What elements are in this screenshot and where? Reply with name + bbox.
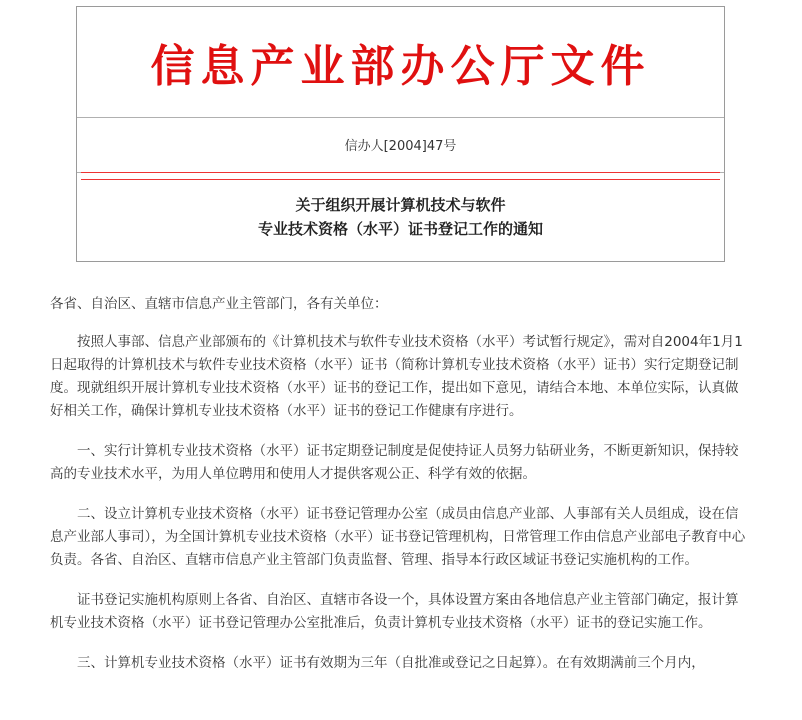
body-paragraph: 一、实行计算机专业技术资格（水平）证书定期登记制度是促使持证人员努力钻研业务，不断更新知识，保持较高的专业技术水平，为用人单位聘用和使用人才提供客观公正、科学有效的依据。 [50,443,739,482]
document-header [76,6,725,262]
notice-title-line-2: 专业技术资格（水平）证书登记工作的通知 [257,220,543,238]
letterhead-banner [77,7,724,118]
body-paragraph: 按照人事部、信息产业部颁布的《计算机技术与软件专业技术资格（水平）考试暂行规定》，需对自2004年1月1日起取得的计算机技术与软件专业技术资格（水平）证书（简称计算机专业技术资格（水平）证书）实行定期登记制度。现就组织开展计算机专业技术资格（水平）证书的登记工作，提出如下意见，请结合本地、本单位实际，认真做好相关工作，确保计算机专业技术资格（水平）证书的登记工作健康有序进行。 [50,334,743,419]
document-number: 信办人[2004]47号 [344,139,457,154]
document-number-row [77,117,724,173]
body-paragraph: 三、计算机专业技术资格（水平）证书有效期为三年（自批准或登记之日起算）。在有效期满前三个月内， [77,655,705,671]
notice-title-line-1: 关于组织开展计算机技术与软件 [295,196,506,214]
red-divider-top [81,172,720,173]
notice-title [77,193,724,241]
body-paragraph: 二、设立计算机专业技术资格（水平）证书登记管理办公室（成员由信息产业部、人事部有关人员组成，设在信息产业部人事司），为全国计算机专业技术资格（水平）证书登记管理机构，日常管理工作由信息产业部电子教育中心负责。各省、自治区、直辖市信息产业主管部门负责监督、管理、指导本行政区域证书登记实施机构的工作。 [50,506,746,568]
red-divider-bottom [81,179,720,180]
document-body [50,293,750,692]
letterhead-title: 信息产业部办公厅文件 [150,41,651,92]
body-paragraph: 证书登记实施机构原则上各省、自治区、直辖市各设一个，具体设置方案由各地信息产业主管部门确定，报计算机专业技术资格（水平）证书登记管理办公室批准后，负责计算机专业技术资格（水平）证书的登记实施工作。 [50,592,739,631]
salutation: 各省、自治区、直辖市信息产业主管部门，各有关单位： [50,296,388,312]
